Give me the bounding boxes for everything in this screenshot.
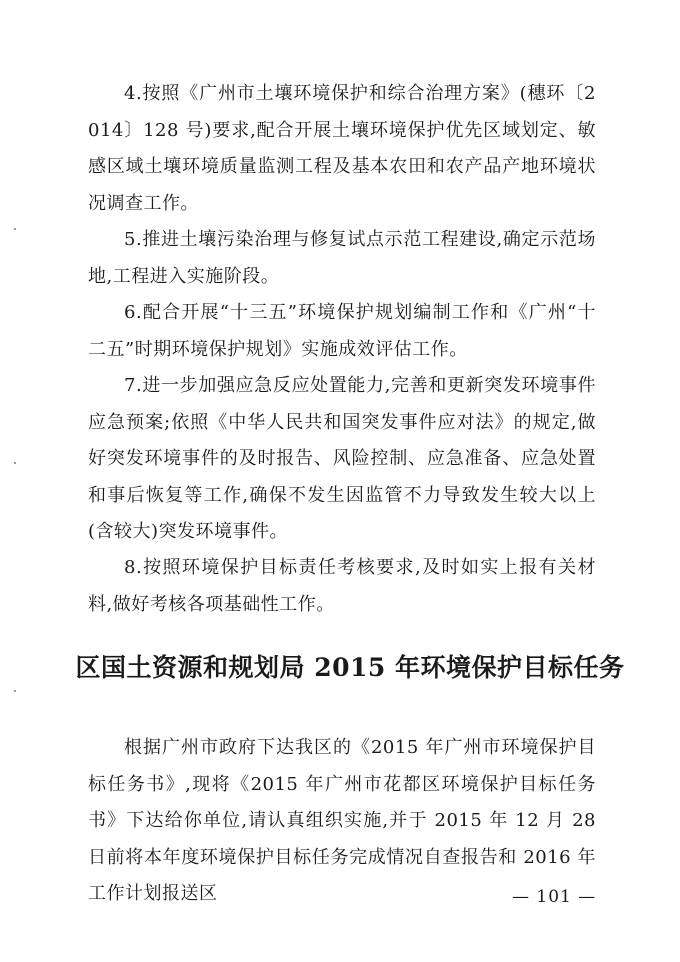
paragraph-item-5: 5.推进土壤污染治理与修复试点示范工程建设,确定示范场地,工程进入实施阶段。 bbox=[88, 229, 596, 287]
page-number: — 101 — bbox=[512, 887, 597, 907]
margin-mark bbox=[14, 228, 16, 230]
intro-paragraph: 根据广州市政府下达我区的《2015 年广州市环境保护目标任务书》,现将《2015 年广州市花都区环境保护目标任务书》下达给你单位,请认真组织实施,并于 2015 年 12 月 28 日前将本年度环境保护目标任务完成情况自查报告和 2016 年工作计划报送区 bbox=[88, 737, 596, 904]
margin-mark bbox=[14, 690, 16, 692]
margin-mark bbox=[14, 462, 16, 464]
paragraph-item-4: 4.按照《广州市土壤环境保护和综合治理方案》(穗环〔2014〕128 号)要求,配合开展土壤环境保护优先区域划定、敏感区域土壤环境质量监测工程及基本农田和农产品产地环境状况调查工作。 bbox=[88, 83, 596, 214]
section-heading: 区国土资源和规划局 2015 年环境保护目标任务 bbox=[75, 653, 625, 682]
paragraph-item-7: 7.进一步加强应急反应处置能力,完善和更新突发环境事件应急预案;依照《中华人民共和国突发事件应对法》的规定,做好突发环境事件的及时报告、风险控制、应急准备、应急处置和事后恢复等工作,确保不发生因监管不力导致发生较大以上(含较大)突发环境事件。 bbox=[88, 375, 596, 542]
paragraph-item-8: 8.按照环境保护目标责任考核要求,及时如实上报有关材料,做好考核各项基础性工作。 bbox=[88, 557, 596, 615]
paragraph-item-6: 6.配合开展“十三五”环境保护规划编制工作和《广州“十二五”时期环境保护规划》实施成效评估工作。 bbox=[88, 302, 596, 360]
